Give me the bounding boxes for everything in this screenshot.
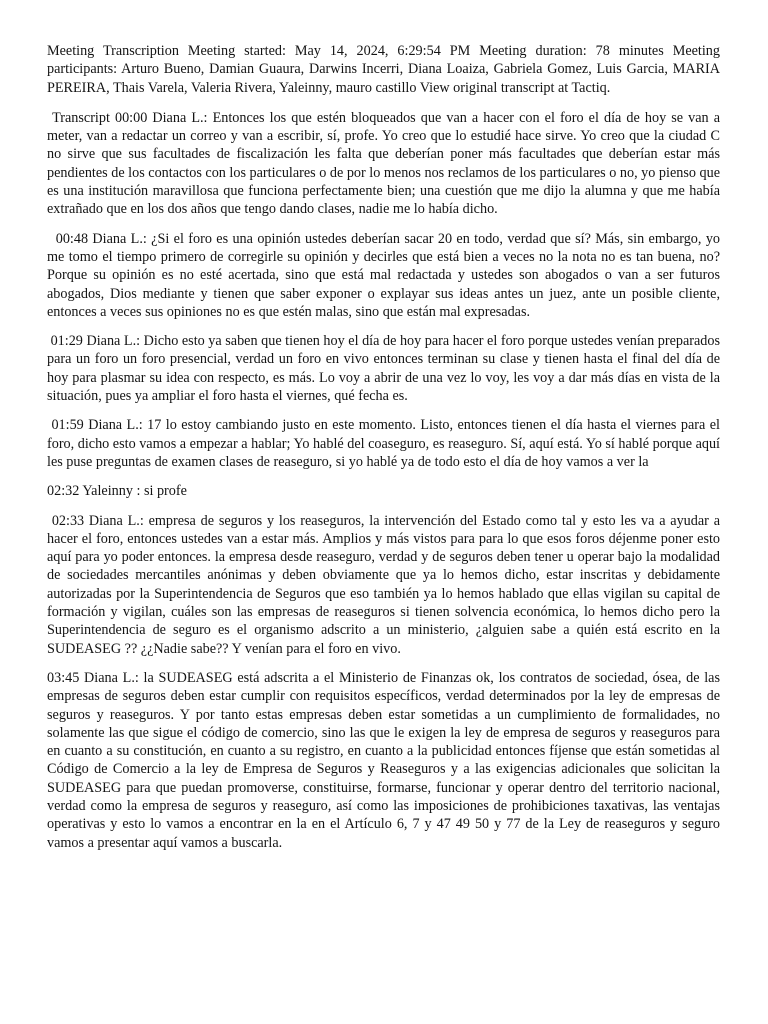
meeting-header: Meeting Transcription Meeting started: May 14, 2024, 6:29:54 PM Meeting duration: 78 minutes Meeting participants: Arturo Bueno, Damian Guaura, Darwins Incerri, Diana Loaiza, Gabriela Gomez, Luis Garcia, MARIA PEREIRA, Thais Varela, Valeria Rivera, Yaleinny, mauro castillo View original transcript at Tactiq.: [47, 43, 724, 96]
transcript-paragraph: 01:29 Diana L.: Dicho esto ya saben que tienen hoy el día de hoy para hacer el foro porque ustedes venían preparados para un foro un foro presencial, verdad un foro en vivo entonces terminan su clase y tienen hasta el final del día de hoy para plasmar su idea con respecto, es más. Lo voy a abrir de una vez lo voy, les voy a dar más días en vista de la situación, pues ya ampliar el foro hasta el viernes, qué fecha es.: [47, 333, 724, 405]
transcript-paragraph: Transcript 00:00 Diana L.: Entonces los que estén bloqueados que van a hacer con el foro el día de hoy se van a meter, van a redactar un correo y van a escribir, sí, profe. Yo creo que lo estudié hace sirve. Yo creo que la ciudad C no sirve que sus facultades de fiscalización les falta que deberían poner más facultades que deberían estar más pendientes de los contactos con los particulares o de por lo menos nos reclamos de los particulares o no, yo pienso que es una institución maravillosa que funciona perfectamente bien; una cuestión que me dijo la alumna y que me había extrañado que en los dos años que tengo dando clases, nadie me lo había dicho.: [47, 109, 724, 218]
transcript-paragraph: 00:48 Diana L.: ¿Si el foro es una opinión ustedes deberían sacar 20 en todo, verdad que sí? Más, sin embargo, yo me tomo el tiempo primero de corregirle su opinión y decirles que está bien a veces no la nota no es tan buena, no? Porque su opinión es no esté acertada, sino que está mal redactada y ustedes son abogados o van a ser futuros abogados, Dios mediante y tienen que saber exponer o explayar sus ideas antes un juez, ante un posible cliente, entonces a veces sus opiniones no es que estén malas, sino que están mal expresadas.: [47, 230, 724, 320]
transcript-paragraph: 02:33 Diana L.: empresa de seguros y los reaseguros, la intervención del Estado como tal y esto les va a ayudar a hacer el foro, entonces ustedes van a estar más. Amplios y más vistos para para lo que esos foros déjenme poner esto aquí para yo poder entonces. la empresa desde reaseguro, verdad y de seguros deben tener u operar bajo la modalidad de sociedades mercantiles anónimas y deben obviamente que ya lo hemos dicho, estar inscritas y debidamente autorizadas por la Superintendencia de Seguros que eso también ya lo hemos hablado que ellas vigilan su capital de formación y vigilan, cuáles son las empresas de reaseguros si tienen solvencia económica, lo hemos dicho pero la Superintendencia de seguro es el organismo adscrito a un ministerio, ¿alguien sabe a quién está escrito en la SUDEASEG ?? ¿¿Nadie sabe?? Y venían para el foro en vivo.: [47, 512, 724, 657]
transcript-paragraph: 01:59 Diana L.: 17 lo estoy cambiando justo en este momento. Listo, entonces tienen el día hasta el viernes para el foro, dicho esto vamos a empezar a hablar; Yo hablé del coaseguro, es reaseguro. Sí, aquí está. Yo sí hablé porque aquí les puse preguntas de examen clases de reaseguro, si yo hablé ya de todo esto el día de hoy vamos a ver la: [47, 417, 724, 470]
transcript-paragraph: 03:45 Diana L.: la SUDEASEG está adscrita a el Ministerio de Finanzas ok, los contratos de sociedad, ósea, de las empresas de seguros deben estar cumplir con requisitos específicos, verdad determinados por la ley de empresas de seguros y reaseguros. Y por tanto estas empresas deben estar sometidas a un cumplimiento de formalidades, no solamente las que sigue el código de comercio, sino las que le exigen la ley de empresa de seguros y reaseguros para en cuanto a su constitución, en cuanto a su registro, en cuanto a la publicidad entonces fíjense que están sometidas al Código de Comercio a la ley de Empresa de Seguros y Reaseguros y a las exigencias adicionales que solicitan la SUDEASEG para que puedan promoverse, constituirse, formarse, funcionar y operar dentro del territorio nacional, verdad como la empresa de seguros y reaseguro, así como las imposiciones de prohibiciones taxativas, las ventajas operativas y esto lo vamos a encontrar en la en el Artículo 6, 7 y 47 49 50 y 77 de la Ley de reaseguros y seguro vamos a presentar aquí vamos a buscarla.: [47, 669, 724, 851]
transcript-paragraph: 02:32 Yaleinny : si profe: [47, 483, 187, 500]
